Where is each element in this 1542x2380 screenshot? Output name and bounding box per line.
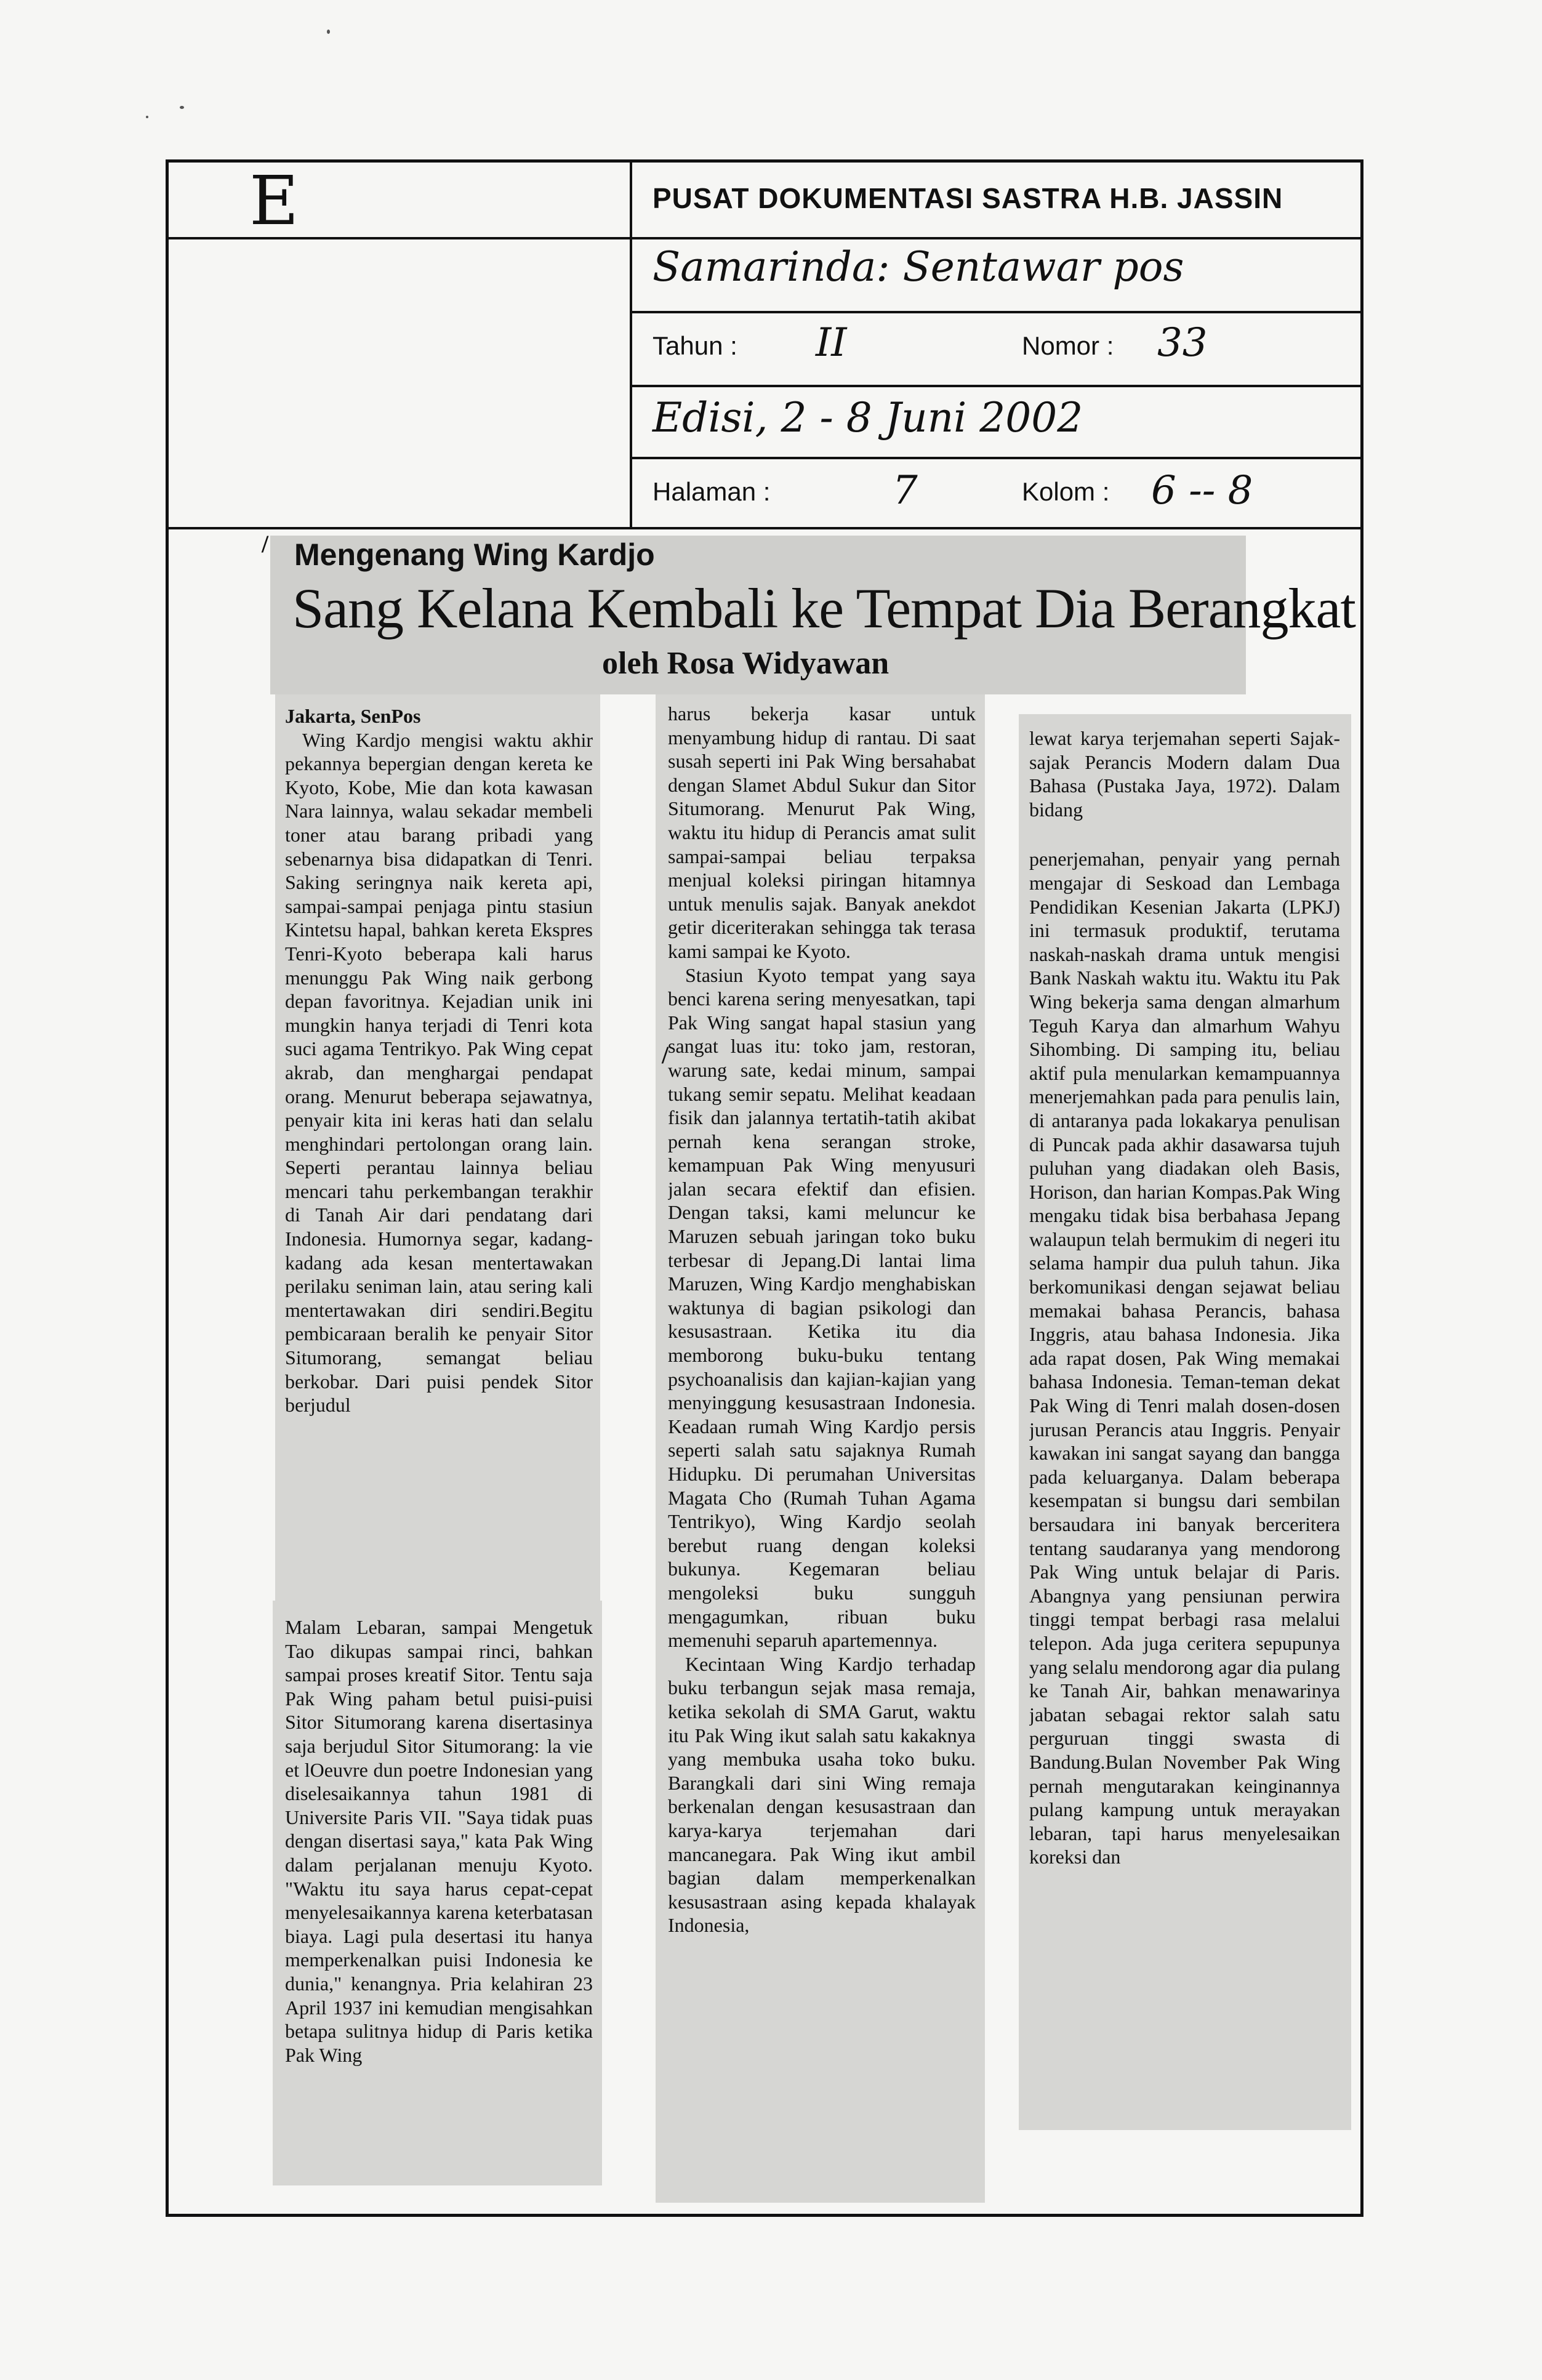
scan-speck [327, 30, 330, 34]
article-kicker: Mengenang Wing Kardjo [294, 537, 655, 572]
article-paragraph: Malam Lebaran, sampai Mengetuk Tao dikupas sampai rinci, bahkan sampai proses kreatif Sitor. Tentu saja Pak Wing paham betul puisi-puisi Sitor Situmorang karena disertasinya saja berjudul Sitor Situmorang: la vie et lOeuvre dun poetre Indonesian yang diselesaikannya tahun 1981 di Universite Paris VII. "Saya tidak puas dengan disertasi saya," kata Pak Wing dalam perjalanan menuju Kyoto. "Waktu itu saya harus cepat-cepat menyelesaikannya karena keterbatasan biaya. Lagi pula desertasi itu hanya memperkenalkan puisi Indonesia ke dunia," kenangnya. Pria kelahiran 23 April 1937 ini kemudian mengisahkan betapa sulitnya hidup di Paris ketika Pak Wing [285, 1616, 593, 2066]
pen-mark: / [262, 530, 269, 558]
header-line [630, 237, 1363, 239]
code-cell [166, 159, 632, 239]
scan-speck [146, 116, 148, 118]
tahun-label: Tahun : [653, 331, 737, 360]
kolom-label: Kolom : [1022, 477, 1110, 506]
source-handwritten: Samarinda: Sentawar pos [653, 243, 1184, 291]
header-line [630, 311, 1363, 313]
pen-mark: / [662, 1041, 669, 1069]
header-divider [630, 159, 632, 529]
header-line [166, 527, 1363, 529]
article-paragraph: penerjemahan, penyair yang pernah mengajar di Seskoad dan Lembaga Pendidikan Kesenian Jakarta (LPKJ) ini termasuk produktif, terutama naskah-naskah drama untuk mengisi Bank Naskah waktu itu. Waktu itu Pak Wing bekerja sama dengan almarhum Teguh Karya dan almarhum Wahyu Sihombing. Di samping itu, beliau aktif pula menularkan kemampuannya menerjemahkan pada para penulis lain, di antaranya pada lokakarya penulisan di Puncak pada akhir dasawarsa tujuh puluhan yang diadakan oleh Basis, Horison, dan harian Kompas.Pak Wing mengaku tidak bisa berbahasa Jepang walaupun telah bermukim di negeri itu selama hampir dua puluh tahun. Jika berkomunikasi dengan sejawat beliau memakai bahasa Perancis, bahasa Inggris, atau bahasa Indonesia. Jika ada rapat dosen, Pak Wing memakai bahasa Indonesia. Teman-teman dekat Pak Wing di Tenri malah dosen-dosen jurusan Perancis atau Inggris. Penyair kawakan ini sangat sayang dan bangga pada keluarganya. Dalam beberapa kesempatan si bungsu dari sembilan bersaudara ini banyak berceritera tentang saudaranya yang mendorong Pak Wing untuk belajar di Paris. Abangnya yang pensiunan perwira tinggi tempat berbagi rasa melalui telepon. Ada juga ceritera sepupunya yang selalu mendorong agar dia pulang ke Tanah Air, bahkan menawarinya jabatan sebagai rektor salah satu perguruan tinggi swasta di Bandung.Bulan November Pak Wing pernah mengutarakan keinginannya pulang kampung untuk merayakan lebaran, tapi harus menyelesaikan koreksi dan [1029, 848, 1340, 1868]
scan-speck [180, 106, 184, 109]
article-headline: Sang Kelana Kembali ke Tempat Dia Berangkat [292, 577, 1355, 640]
header-line [630, 457, 1363, 459]
article-paragraph: Kecintaan Wing Kardjo terhadap buku terbangun sejak masa remaja, ketika sekolah di SMA Garut, waktu itu Pak Wing ikut salah satu kakaknya yang membuka usaha toko buku. Barangkali dari sini Wing remaja berkenalan dengan kesusastraan dan karya-karya terjemahan dari mancanegara. Pak Wing ikut ambil bagian dalam memperkenalkan kesusastraan asing kepada khalayak Indonesia, [668, 1652, 976, 1937]
article-column-2 [668, 702, 976, 2198]
article-column-1a [285, 704, 593, 1598]
nomor-label: Nomor : [1022, 331, 1114, 360]
article-paragraph: harus bekerja kasar untuk menyambung hidup di rantau. Di saat susah seperti ini Pak Wing bersahabat dengan Slamet Abdul Sukur dan Sitor Situmorang. Menurut Pak Wing, waktu itu hidup di Perancis amat sulit sampai-sampai beliau terpaksa menjual koleksi piringan hitamnya untuk menulis sajak. Banyak anekdot getir diceriterakan sehingga tak terasa kami sampai ke Kyoto. [668, 702, 976, 962]
kolom-value: 6 -- 8 [1151, 468, 1253, 513]
halaman-value: 7 [893, 468, 918, 513]
article-paragraph: lewat karya terjemahan seperti Sajak-sajak Perancis Modern dalam Dua Bahasa (Pustaka Jaya, 1972). Dalam bidang [1029, 727, 1340, 821]
article-paragraph: Wing Kardjo mengisi waktu akhir pekannya bepergian dengan kereta ke Kyoto, Kobe, Mie dan kota kawasan Nara lainnya, walau sekadar membeli toner atau barang pribadi yang sebenarnya bisa didapatkan di Tenri. Saking seringnya naik kereta api, sampai-sampai penjaga pintu stasiun Kintetsu hapal, bahkan kereta Ekspres Tenri-Kyoto beberapa kali harus menunggu Pak Wing naik gerbong depan favoritnya. Kejadian unik ini mungkin hanya terjadi di Tenri kota suci agama Tentrikyo. Pak Wing cepat akrab, dan menghargai pendapat orang. Menurut beberapa sejawatnya, penyair kita ini keras hati dan selalu menghindari pertolongan orang lain. Seperti perantau lainnya beliau mencari tahu perkembangan terakhir di Tanah Air dari pendatang dari Indonesia. Humornya segar, kadang-kadang ada kesan mentertawakan perilaku seniman lain, atau sering kali mentertawakan diri sendiri.Begitu pembicaraan beralih ke penyair Sitor Situmorang, semangat beliau berkobar. Dari puisi pendek Sitor berjudul [285, 728, 593, 1417]
header-line [630, 385, 1363, 387]
form-code: E [249, 161, 299, 240]
tahun-value: II [816, 320, 847, 366]
header-line [166, 237, 632, 239]
article-paragraph: Stasiun Kyoto tempat yang saya benci karena sering menyesatkan, tapi Pak Wing sangat hapal stasiun yang sangat luas itu: toko jam, restoran, warung sate, kedai minum, sampai tukang semir sepatu. Melihat keadaan fisik dan jalannya tertatih-tatih akibat pernah kena serangan stroke, kemampuan Pak Wing menyusuri jalan secara efektif dan efisien. Dengan taksi, kami meluncur ke Maruzen sebuah jaringan toko buku terbesar di Jepang.Di lantai lima Maruzen, Wing Kardjo menghabiskan waktunya di bagian psikologi dan kesusastraan. Ketika itu dia memborong buku-buku tentang psychoanalisis dan kajian-kajian yang menyinggung kesusastraan Indonesia. Keadaan rumah Wing Kardjo persis seperti salah satu sajaknya Rumah Hidupku. Di perumahan Universitas Magata Cho (Rumah Tuhan Agama Tentrikyo), Wing Kardjo seolah berebut ruang dengan koleksi bukunya. Kegemaran beliau mengoleksi buku sungguh mengagumkan, ribuan buku memenuhi separuh apartemennya. [668, 963, 976, 1652]
halaman-label: Halaman : [653, 477, 771, 506]
article-column-1b [285, 1615, 593, 2182]
article-dateline: Jakarta, SenPos [285, 705, 421, 727]
article-column-3 [1029, 726, 1340, 2124]
nomor-value: 33 [1157, 320, 1208, 366]
edisi-handwritten: Edisi, 2 - 8 Juni 2002 [653, 394, 1083, 441]
article-byline: oleh Rosa Widyawan [602, 646, 889, 681]
form-title: PUSAT DOKUMENTASI SASTRA H.B. JASSIN [653, 182, 1283, 214]
